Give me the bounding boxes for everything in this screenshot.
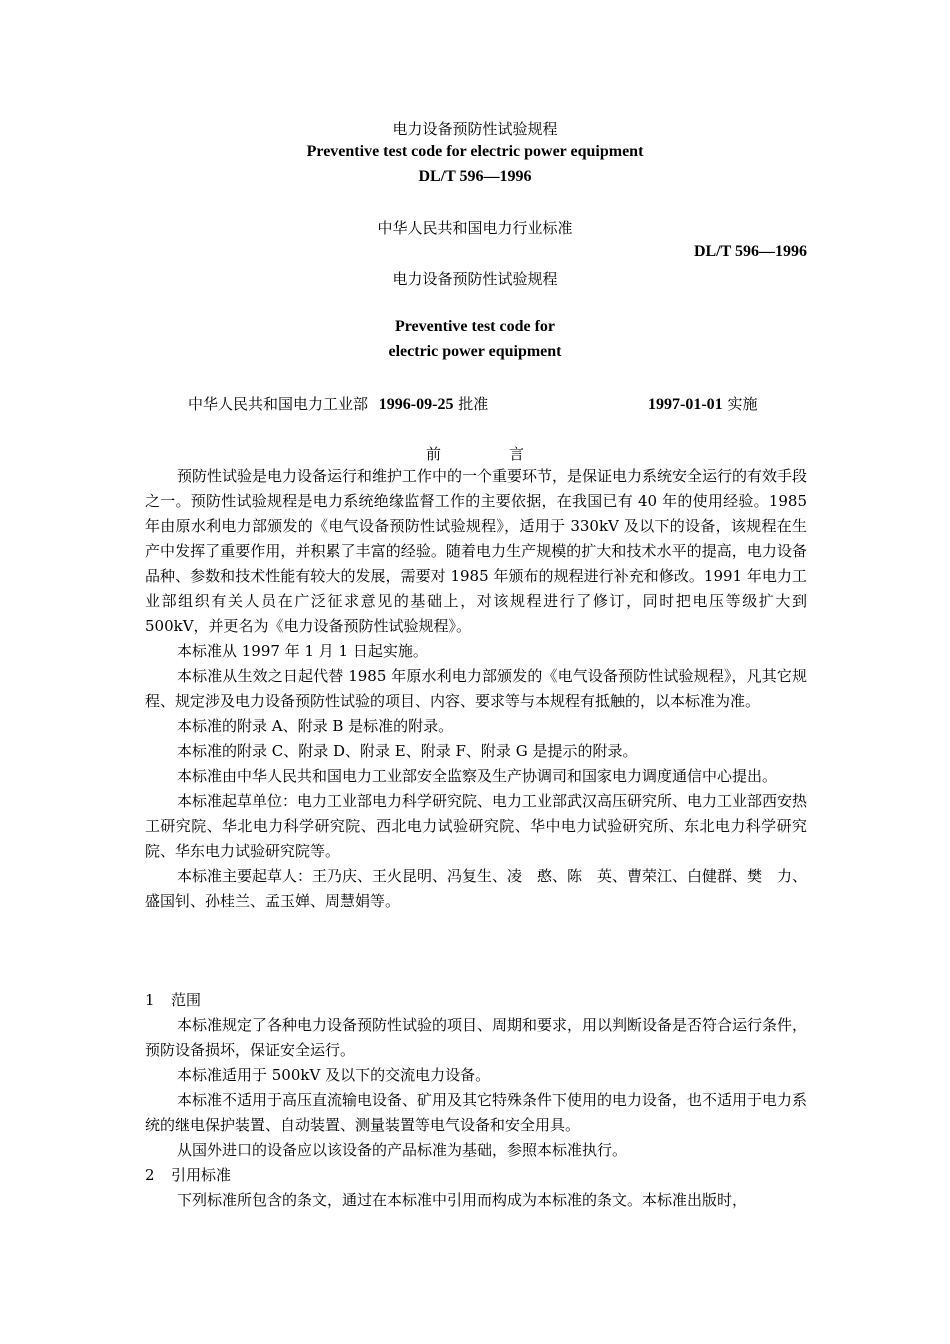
cover-title-en-line1: Preventive test code for	[394, 318, 556, 335]
approval-line	[188, 393, 488, 414]
foreword-paragraph: 本标准起草单位：电力工业部电力科学研究院、电力工业部武汉高压研究所、电力工业部西安热工研究院、华北电力科学研究院、西北电力试验研究院、华中电力试验研究所、东北电力科学研究院、华东电力试验研究院等。	[145, 792, 808, 860]
section-2-paragraph: 下列标准所包含的条文，通过在本标准中引用而构成为本标准的条文。本标准出版时，	[177, 1191, 748, 1209]
approval-date: 1996-09-25	[378, 396, 454, 413]
foreword-paragraph: 预防性试验是电力设备运行和维护工作中的一个重要环节，是保证电力系统安全运行的有效手段之一。预防性试验规程是电力系统绝缘监督工作的主要依据，在我国已有 40 年的使用经验。1985 年由原水利电力部颁发的《电气设备预防性试验规程》，适用于 330kV 及以下的设备，该规程在生产中发挥了重要作用，并积累了丰富的经验。随着电力生产规模的扩大和技术水平的提高，电力设备品种、参数和技术性能有较大的发展，需要对 1985 年颁布的规程进行补充和修改。1991 年电力工业部组织有关人员在广泛征求意见的基础上，对该规程进行了修订，同时把电压等级扩大到 500kV，并更名为《电力设备预防性试验规程》。	[145, 467, 808, 635]
approval-org: 中华人民共和国电力工业部	[188, 395, 369, 413]
foreword-title-a: 前	[425, 445, 441, 463]
approval-word: 批准	[458, 395, 489, 413]
section-1-paragraph: 从国外进口的设备应以该设备的产品标准为基础，参照本标准执行。	[177, 1141, 628, 1159]
section-1-heading	[145, 988, 807, 1013]
header-code: DL/T 596—1996	[418, 168, 532, 185]
foreword-paragraph: 本标准从 1997 年 1 月 1 日起实施。	[177, 642, 428, 660]
header-title-en: Preventive test code for electric power equipment	[306, 143, 644, 160]
foreword-title	[0, 443, 950, 464]
implementation-date: 1997-01-01	[648, 396, 723, 413]
foreword-paragraph: 本标准由中华人民共和国电力工业部安全监察及生产协调司和国家电力调度通信中心提出。	[177, 767, 778, 785]
section-2-heading	[145, 1163, 807, 1188]
foreword-body	[145, 464, 807, 914]
implementation-word: 实施	[727, 395, 758, 413]
section-1-paragraph: 本标准适用于 500kV 及以下的交流电力设备。	[177, 1066, 491, 1084]
foreword-paragraph: 本标准从生效之日起代替 1985 年原水利电力部颁发的《电气设备预防性试验规程》，凡其它规程、规定涉及电力设备预防性试验的项目、内容、要求等与本规程有抵触的，以本标准为准。	[145, 667, 807, 710]
cover-title-cn: 电力设备预防性试验规程	[392, 270, 558, 288]
foreword-paragraph: 本标准的附录 C、附录 D、附录 E、附录 F、附录 G 是提示的附录。	[177, 742, 638, 760]
section-1-paragraph: 本标准不适用于高压直流输电设备、矿用及其它特殊条件下使用的电力设备，也不适用于电力系统的继电保护装置、自动装置、测量装置等电气设备和安全用具。	[145, 1091, 808, 1134]
header-title-cn: 电力设备预防性试验规程	[392, 120, 558, 138]
section-2-title: 引用标准	[171, 1166, 232, 1184]
foreword-paragraph: 本标准主要起草人：王乃庆、王火昆明、冯复生、凌 憨、陈 英、曹荣江、白健群、樊 力、盛国钊、孙桂兰、孟玉婵、周慧娟等。	[145, 867, 808, 910]
section-1-number: 1	[145, 991, 155, 1009]
section-1-paragraph: 本标准规定了各种电力设备预防性试验的项目、周期和要求，用以判断设备是否符合运行条件，预防设备损坏，保证安全运行。	[145, 1016, 808, 1059]
implementation-line	[648, 393, 757, 414]
section-2-number: 2	[145, 1166, 155, 1184]
section-1-title: 范围	[171, 991, 202, 1009]
org-standard: 中华人民共和国电力行业标准	[377, 219, 573, 237]
standard-code: DL/T 596—1996	[693, 243, 807, 260]
cover-title-en-line2: electric power equipment	[388, 343, 562, 360]
foreword-title-b: 言	[509, 445, 525, 463]
foreword-paragraph: 本标准的附录 A、附录 B 是标准的附录。	[177, 717, 454, 735]
sections-body	[145, 988, 807, 1213]
